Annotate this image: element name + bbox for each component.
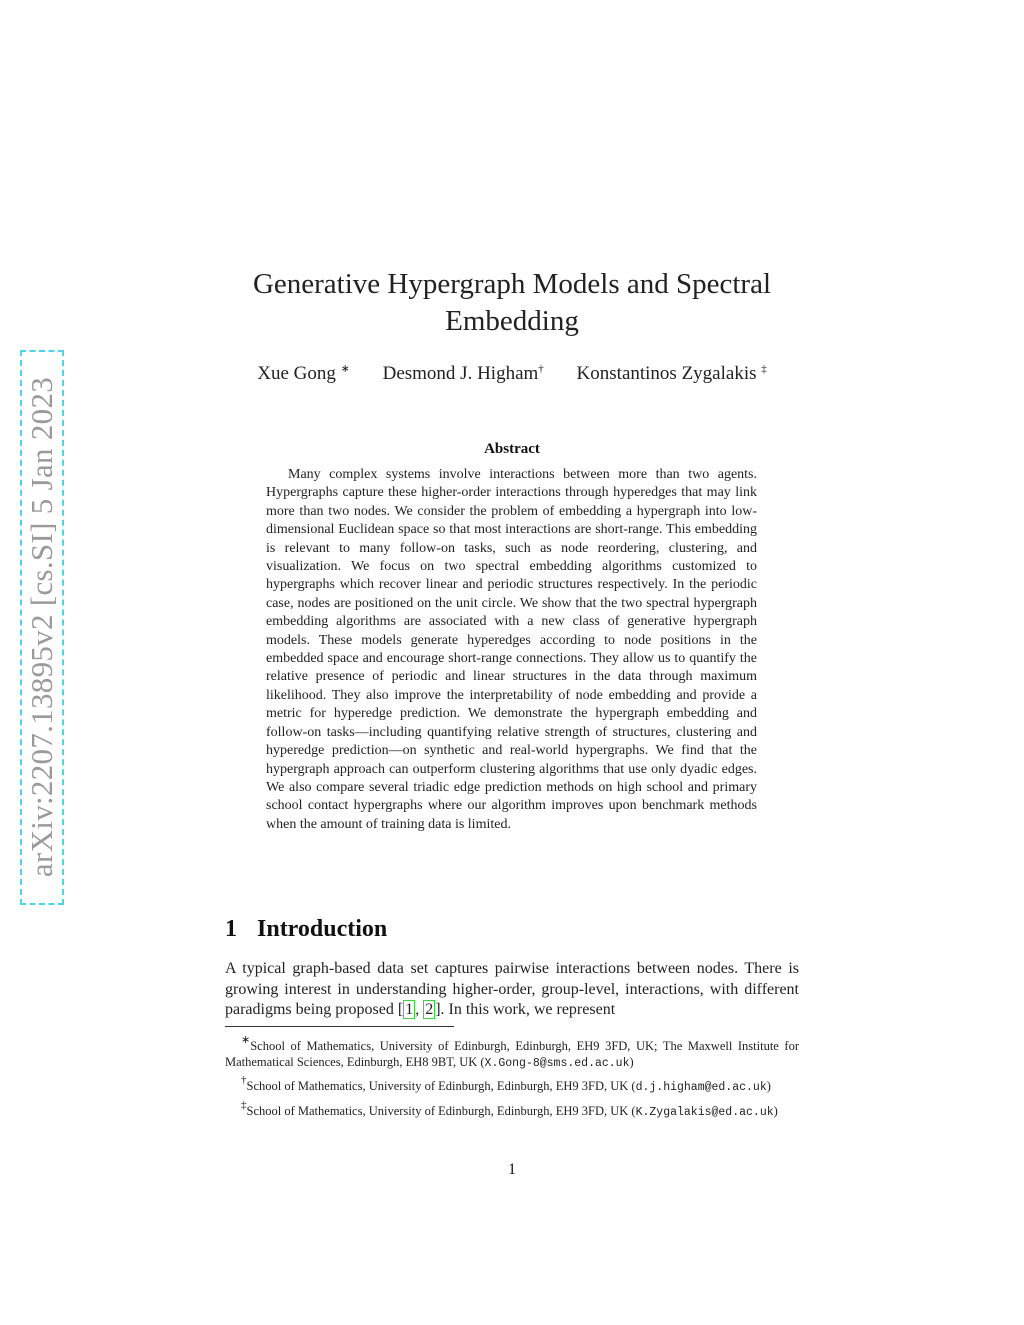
- footnote-2: †School of Mathematics, University of Edinburgh, Edinburgh, EH9 3FD, UK (d.j.higham@ed.ac.uk): [241, 1074, 771, 1095]
- author-1: Xue Gong ∗: [257, 363, 350, 384]
- section-heading: [225, 916, 387, 943]
- author-3: Konstantinos Zygalakis ‡: [576, 363, 767, 384]
- footnotes: [225, 1032, 799, 1121]
- section-title: Introduction: [257, 916, 388, 942]
- author-list: [200, 362, 824, 385]
- footnote-3: ‡School of Mathematics, University of Edinburgh, Edinburgh, EH9 3FD, UK (K.Zygalakis@ed.ac.uk): [241, 1098, 778, 1119]
- abstract-heading: Abstract: [484, 441, 540, 457]
- citation-link-1[interactable]: 1: [405, 1001, 414, 1018]
- email-link-3[interactable]: K.Zygalakis@ed.ac.uk: [635, 1105, 774, 1119]
- footnote-rule: [225, 1026, 454, 1027]
- intro-paragraph: A typical graph-based data set captures pairwise interactions between nodes. There is growing interest in understanding higher-order, group-level, interactions, with different paradigms being proposed [ 1 , 2 ]. In this work, we represent: [225, 960, 799, 1018]
- paper-title: Generative Hypergraph Models and Spectral Embedding: [252, 268, 772, 337]
- section-number: 1: [225, 916, 237, 942]
- page-number: 1: [508, 1161, 516, 1178]
- abstract-body: Many complex systems involve interactions between more than two agents. Hypergraphs capture these higher-order interactions through hyperedges that may link more than two nodes. We consider the problem of embedding a hypergraph into low-dimensional Euclidean space so that most interactions are short-range. This embedding is relevant to many follow-on tasks, such as node reordering, clustering, and visualization. We focus on two spectral embedding algorithms customized to hypergraphs which recover linear and periodic structures respectively. In the periodic case, nodes are positioned on the unit circle. We show that the two spectral hypergraph embedding algorithms are associated with a new class of generative hypergraph models. These models generate hyperedges according to node positions in the embedded space and encourage short-range connections. They allow us to quantify the relative presence of periodic and linear structures in the data through maximum likelihood. They also improve the interpretability of node embedding and provide a metric for hyperedge prediction. We demonstrate the hypergraph embedding and follow-on tasks—including quantifying relative strength of structures, clustering and hyperedge prediction—on synthetic and real-world hypergraphs. We find that the hypergraph approach can outperform clustering algorithms that use only dyadic edges. We also compare several triadic edge prediction methods on high school and primary school contact hypergraphs where our algorithm improves upon benchmark methods when the amount of training data is limited.: [266, 467, 757, 832]
- email-link-2[interactable]: d.j.higham@ed.ac.uk: [635, 1081, 767, 1095]
- author-2: Desmond J. Higham†: [382, 363, 544, 384]
- citation-link-2[interactable]: 2: [425, 1001, 434, 1018]
- footnote-1: ∗School of Mathematics, University of Edinburgh, Edinburgh, EH9 3FD, UK; The Maxwell Institute for Mathematical Sciences, Edinburgh, EH8 9BT, UK (X.Gong-8@sms.ed.ac.uk): [225, 1034, 799, 1071]
- email-link-1[interactable]: X.Gong-8@sms.ed.ac.uk: [484, 1057, 630, 1071]
- arxiv-stamp[interactable]: arXiv:2207.13895v2 [cs.SI] 5 Jan 2023: [24, 376, 59, 878]
